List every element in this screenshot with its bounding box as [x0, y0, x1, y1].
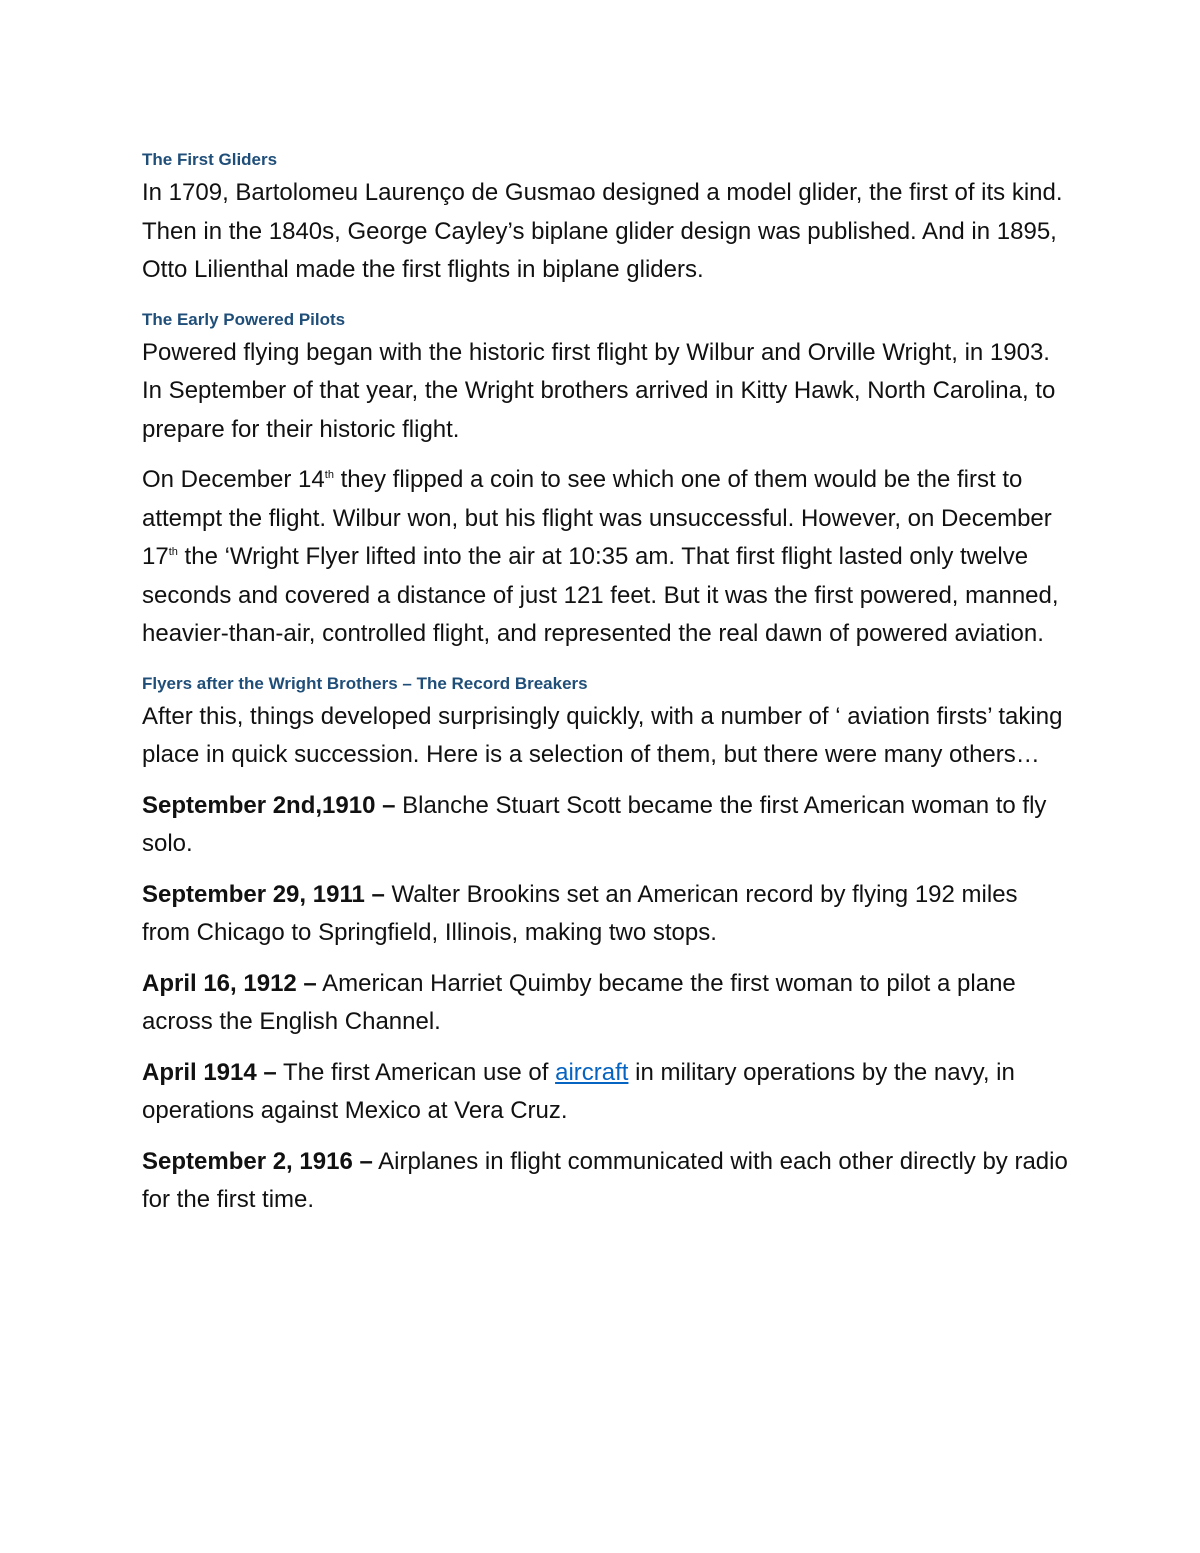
text-span: they flipped a coin to see which one of them would be the first to attempt the flight. Wilbur won, but his flight was unsuccessful. However, on December 17	[142, 466, 1052, 570]
event-text: Walter Brookins set an American record by flying 192 miles from Chicago to Springfield, Illinois, making two stops.	[142, 880, 1018, 946]
event-item	[142, 1143, 1072, 1220]
event-text: American Harriet Quimby became the first woman to pilot a plane across the English Channel.	[142, 969, 1016, 1035]
event-text: The first American use of	[276, 1058, 556, 1086]
superscript-th: th	[324, 469, 334, 481]
event-date: April 16, 1912 –	[142, 969, 317, 997]
text-span: the ‘Wright Flyer lifted into the air at 10:35 am. That first flight lasted only twelve seconds and covered a distance of just 121 feet. But it was the first powered, manned, heavier-than-air, controlled flight, and represented the real dawn of powered aviation.	[142, 543, 1059, 647]
paragraph-records-intro: After this, things developed surprisingly quickly, with a number of ‘ aviation firsts’ taking place in quick succession. Here is a selection of them, but there were many others…	[142, 702, 1063, 768]
aircraft-link[interactable]: aircraft	[555, 1058, 629, 1086]
event-item	[142, 1054, 1072, 1131]
event-item	[142, 787, 1072, 864]
heading-early-powered-pilots: The Early Powered Pilots	[142, 309, 346, 329]
event-text: Airplanes in flight communicated with each other directly by radio for the first time.	[142, 1147, 1068, 1213]
superscript-th: th	[168, 546, 178, 558]
event-item	[142, 965, 1072, 1042]
paragraph-wright-flyer	[142, 461, 1072, 654]
heading-first-gliders: The First Gliders	[142, 150, 278, 169]
text-span: On December 14	[142, 466, 325, 493]
event-date: April 1914 –	[142, 1058, 277, 1086]
event-text: Blanche Stuart Scott became the first American woman to fly solo.	[142, 791, 1047, 857]
paragraph-gliders: In 1709, Bartolomeu Laurenço de Gusmao designed a model glider, the first of its kind. Then in the 1840s, George Cayley’s biplane glider design was published. And in 1895, Otto Lilienthal made the first flights in biplane gliders.	[142, 179, 1063, 283]
heading-record-breakers: Flyers after the Wright Brothers – The Record Breakers	[142, 673, 588, 693]
event-item	[142, 876, 1072, 953]
event-text: in military operations by the navy, in operations against Mexico at Vera Cruz.	[142, 1058, 1015, 1124]
paragraph-powered-flying: Powered flying began with the historic first flight by Wilbur and Orville Wright, in 1903. In September of that year, the Wright brothers arrived in Kitty Hawk, North Carolina, to prepare for their historic flight.	[142, 338, 1056, 443]
document-page	[142, 146, 1072, 1220]
event-date: September 2nd,1910 –	[142, 791, 396, 819]
event-date: September 29, 1911 –	[142, 880, 385, 908]
event-date: September 2, 1916 –	[142, 1147, 373, 1175]
